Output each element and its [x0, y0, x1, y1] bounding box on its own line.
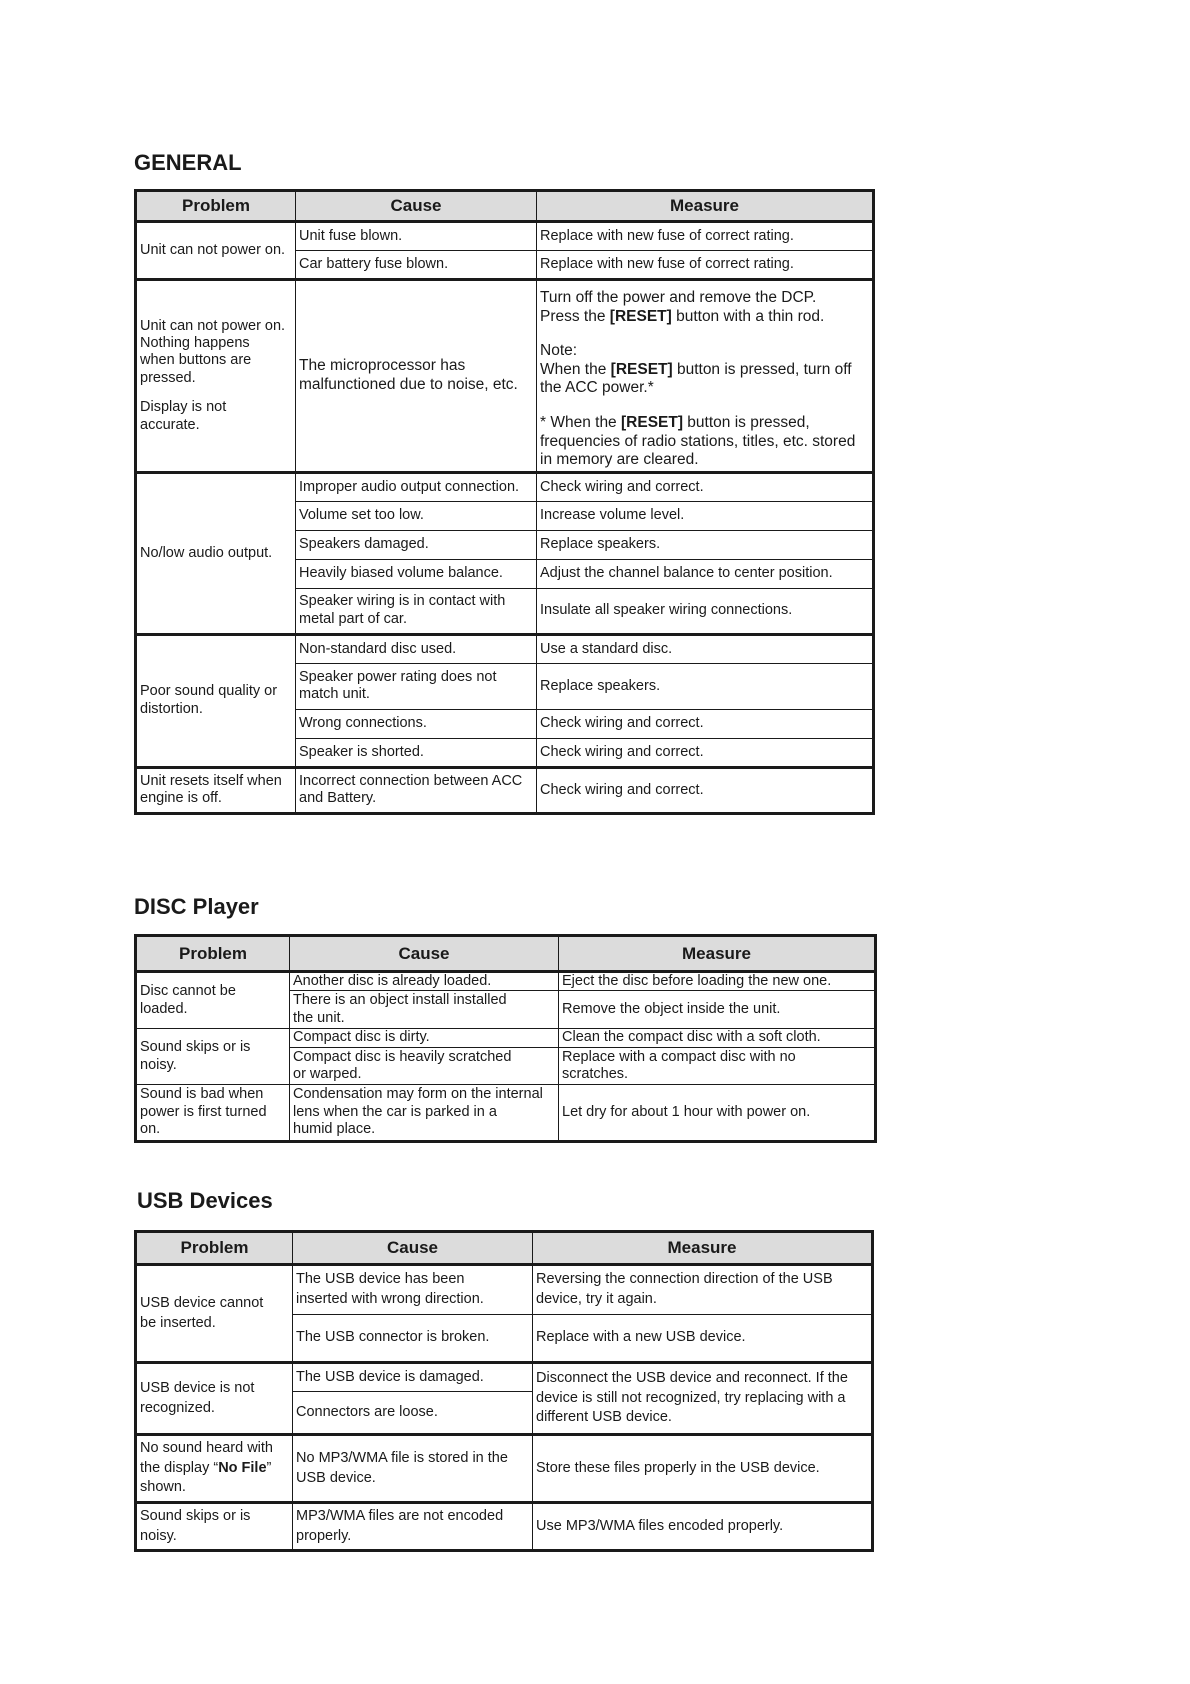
problem-cell: USB device is not recognized.	[136, 1363, 293, 1435]
problem-cell: Disc cannot be loaded.	[136, 972, 290, 1029]
cause-cell: The microprocessor has malfunctioned due to noise, etc.	[296, 280, 537, 473]
table-row	[136, 1503, 873, 1551]
cause-cell: There is an object install installed the unit.	[290, 991, 559, 1029]
measure-cell: Adjust the channel balance to center position.	[537, 559, 874, 588]
cause-cell: Speakers damaged.	[296, 530, 537, 559]
header-cause: Cause	[293, 1232, 533, 1265]
cause-cell: No MP3/WMA file is stored in the USB device.	[293, 1435, 533, 1503]
reset-keyword: [RESET]	[610, 360, 673, 378]
cause-cell: Speaker wiring is in contact with metal part of car.	[296, 588, 537, 634]
header-row	[136, 191, 874, 222]
measure-cell: Replace speakers.	[537, 530, 874, 559]
table-row	[136, 1265, 873, 1315]
no-file-label: No File	[218, 1459, 267, 1476]
table-row	[136, 634, 874, 663]
cause-cell: Another disc is already loaded.	[290, 972, 559, 991]
measure-cell: Check wiring and correct.	[537, 767, 874, 813]
reset-keyword: [RESET]	[621, 413, 683, 431]
measure-cell: Replace with new fuse of correct rating.	[537, 251, 874, 280]
header-measure: Measure	[559, 936, 876, 972]
measure-cell: Use MP3/WMA files encoded properly.	[533, 1503, 873, 1551]
measure-cell: Increase volume level.	[537, 501, 874, 530]
general-title: GENERAL	[134, 150, 242, 175]
cause-cell: MP3/WMA files are not encoded properly.	[293, 1503, 533, 1551]
measure-cell: Check wiring and correct.	[537, 738, 874, 767]
cause-cell: Compact disc is heavily scratched or warped.	[290, 1047, 559, 1085]
measure-cell: Remove the object inside the unit.	[559, 991, 876, 1029]
cause-cell: Car battery fuse blown.	[296, 251, 537, 280]
problem-cell: No/low audio output.	[136, 472, 296, 634]
header-measure: Measure	[537, 191, 874, 222]
table-row	[136, 472, 874, 501]
problem-cell: No sound heard with the display “No File” shown.	[136, 1435, 293, 1503]
table-row	[136, 1085, 876, 1141]
measure-cell: Insulate all speaker wiring connections.	[537, 588, 874, 634]
cause-cell: Condensation may form on the internal lens when the car is parked in a humid place.	[290, 1085, 559, 1141]
cause-cell: Non-standard disc used.	[296, 634, 537, 663]
header-measure: Measure	[533, 1232, 873, 1265]
problem-cell: Sound skips or is noisy.	[136, 1029, 290, 1085]
cause-cell: Speaker power rating does not match unit.	[296, 663, 537, 709]
cause-cell: The USB device is damaged.	[293, 1363, 533, 1392]
cause-cell: The USB connector is broken.	[293, 1315, 533, 1363]
header-problem: Problem	[136, 1232, 293, 1265]
problem-cell: USB device cannot be inserted.	[136, 1265, 293, 1363]
table-row	[136, 280, 874, 473]
problem-text: Unit can not power on. Nothing happens when buttons are pressed.	[140, 317, 286, 386]
measure-cell: Store these files properly in the USB device.	[533, 1435, 873, 1503]
table-row	[136, 972, 876, 991]
measure-cell: Disconnect the USB device and reconnect. If the device is still not recognized, try replacing with a different USB device.	[533, 1363, 873, 1435]
disc-title: DISC Player	[134, 894, 259, 919]
table-row	[136, 1435, 873, 1503]
measure-cell: Clean the compact disc with a soft cloth.	[559, 1029, 876, 1047]
cause-cell: Incorrect connection between ACC and Battery.	[296, 767, 537, 813]
header-cause: Cause	[290, 936, 559, 972]
table-row	[136, 1029, 876, 1047]
measure-cell: Use a standard disc.	[537, 634, 874, 663]
cause-cell: Wrong connections.	[296, 709, 537, 738]
cause-cell: Improper audio output connection.	[296, 472, 537, 501]
cause-cell: Compact disc is dirty.	[290, 1029, 559, 1047]
measure-cell: Reversing the connection direction of the USB device, try it again.	[533, 1265, 873, 1315]
cause-cell: Heavily biased volume balance.	[296, 559, 537, 588]
header-row	[136, 936, 876, 972]
table-row	[136, 767, 874, 813]
measure-cell: Let dry for about 1 hour with power on.	[559, 1085, 876, 1141]
measure-cell: Eject the disc before loading the new one.	[559, 972, 876, 991]
measure-cell: Replace with a new USB device.	[533, 1315, 873, 1363]
cause-cell: The USB device has been inserted with wrong direction.	[293, 1265, 533, 1315]
problem-cell: Sound skips or is noisy.	[136, 1503, 293, 1551]
header-cause: Cause	[296, 191, 537, 222]
measure-cell: Replace with new fuse of correct rating.	[537, 222, 874, 251]
usb-table	[134, 1230, 874, 1552]
problem-cell: Poor sound quality or distortion.	[136, 634, 296, 767]
general-table	[134, 189, 875, 815]
problem-cell	[136, 280, 296, 473]
problem-cell: Unit can not power on.	[136, 222, 296, 280]
measure-cell: Check wiring and correct.	[537, 709, 874, 738]
cause-cell: Connectors are loose.	[293, 1392, 533, 1435]
table-row	[136, 1363, 873, 1392]
header-row	[136, 1232, 873, 1265]
problem-cell: Sound is bad when power is first turned on.	[136, 1085, 290, 1141]
measure-cell: Replace speakers.	[537, 663, 874, 709]
measure-cell: Turn off the power and remove the DCP. Press the [RESET] button with a thin rod. Note: When the [RESET] button is pressed, turn off the ACC power.* * When the [RESET] button is pressed, frequencies of radio stations, titles, etc. stored in memory are cleared.	[537, 280, 874, 473]
measure-cell: Replace with a compact disc with no scratches.	[559, 1047, 876, 1085]
cause-cell: Volume set too low.	[296, 501, 537, 530]
measure-cell: Check wiring and correct.	[537, 472, 874, 501]
cause-cell: Unit fuse blown.	[296, 222, 537, 251]
cause-cell: Speaker is shorted.	[296, 738, 537, 767]
reset-keyword: [RESET]	[609, 307, 672, 325]
header-problem: Problem	[136, 936, 290, 972]
usb-title: USB Devices	[137, 1188, 273, 1213]
disc-table	[134, 934, 877, 1143]
problem-text: Display is not accurate.	[140, 399, 227, 433]
problem-cell: Unit resets itself when engine is off.	[136, 767, 296, 813]
header-problem: Problem	[136, 191, 296, 222]
table-row	[136, 222, 874, 251]
